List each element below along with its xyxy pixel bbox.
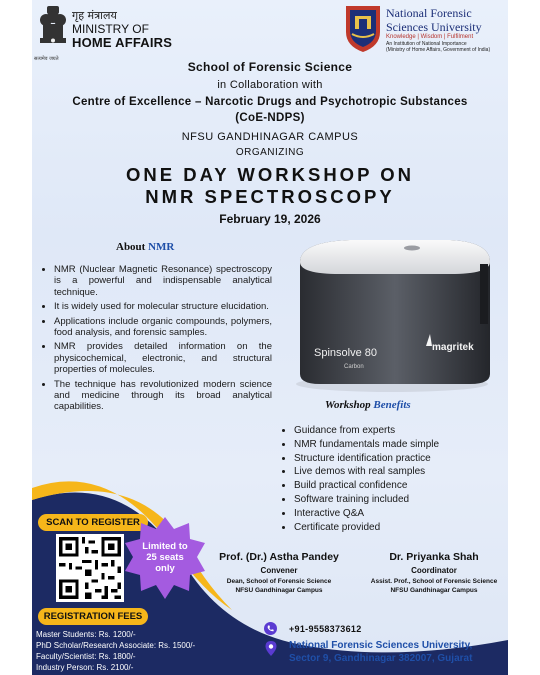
- benefit-item: • Structure identification practice: [294, 452, 508, 466]
- seats-line2: 25 seats: [146, 552, 184, 563]
- coordinator-role: Coordinator: [411, 566, 457, 575]
- campus-name: NFSU GANDHINAGAR CAMPUS: [181, 131, 359, 143]
- centre-abbreviation: (CoE-NDPS): [235, 112, 305, 124]
- school-name: School of Forensic Science: [187, 60, 353, 74]
- organizing-text: ORGANIZING: [235, 147, 305, 158]
- fee-item: Industry Person: Rs. 2100/-: [36, 663, 134, 672]
- benefit-item: • Live demos with real samples: [294, 465, 508, 479]
- nmr-spectrometer-image: [280, 234, 504, 394]
- about-heading-accent: NMR: [148, 241, 175, 253]
- contact-address-line1: National Forensic Sciences University,: [289, 640, 473, 651]
- ministry-hindi: गृह मंत्रालय: [72, 9, 117, 22]
- device-sublabel: Carbon: [344, 364, 364, 370]
- nfsu-logo-icon: [342, 4, 384, 54]
- about-heading-prefix: About: [116, 241, 146, 253]
- nfsu-status-line2: (Ministry of Home Affairs, Government of India): [386, 47, 491, 53]
- benefit-item: • Certificate provided: [294, 521, 508, 535]
- benefit-item: • Interactive Q&A: [294, 507, 508, 521]
- national-emblem-icon: [34, 2, 72, 60]
- centre-name: Centre of Excellence – Narcotic Drugs and Psychotropic Substances: [72, 96, 468, 108]
- convener-title: Dean, School of Forensic Science: [226, 578, 332, 585]
- about-list: [40, 264, 272, 416]
- fee-item: PhD Scholar/Research Associate: Rs. 1500/-: [36, 641, 196, 650]
- collaboration-text: in Collaboration with: [217, 79, 323, 91]
- coordinator-campus: NFSU Gandhinagar Campus: [390, 587, 478, 594]
- coordinator-title: Assist. Prof., School of Forensic Science: [370, 578, 498, 585]
- contact-address-line2: Sector 9, Gandhinagar 382007, Gujarat: [289, 653, 473, 664]
- benefits-heading-accent: Benefits: [373, 399, 411, 411]
- benefit-item: • Build practical confidence: [294, 479, 508, 493]
- device-label: Spinsolve 80: [314, 347, 377, 359]
- workshop-date: February 19, 2026: [219, 212, 321, 226]
- fee-item: Faculty/Scientist: Rs. 1800/-: [36, 652, 136, 661]
- seats-line3: only: [155, 563, 175, 574]
- about-heading: [116, 241, 174, 253]
- about-point: • The technique has revolutionized modern science and medicine through its broad analytical capabilities.: [54, 379, 272, 413]
- nfsu-status-line1: An Institution of National Importance: [386, 41, 467, 47]
- benefits-heading-prefix: Workshop: [325, 399, 371, 411]
- registration-fees-label: REGISTRATION FEES: [38, 608, 148, 625]
- benefits-heading: [325, 399, 411, 411]
- convener-name: Prof. (Dr.) Astha Pandey: [219, 551, 339, 563]
- coordinator-block: [360, 551, 508, 594]
- benefit-item: • NMR fundamentals made simple: [294, 438, 508, 452]
- about-point: • It is widely used for molecular structure elucidation.: [54, 301, 272, 312]
- device-brand: magritek: [432, 342, 474, 353]
- limited-seats-text: [128, 541, 202, 574]
- nfsu-name-line2: Sciences University: [386, 20, 482, 34]
- seats-line1: Limited to: [142, 541, 188, 552]
- registration-qr-code[interactable]: [56, 534, 124, 602]
- emblem-caption: सत्यमेव जयते: [34, 56, 59, 62]
- coordinator-name: Dr. Priyanka Shah: [389, 551, 479, 563]
- scan-to-register-label: SCAN TO REGISTER: [38, 514, 148, 531]
- convener-campus: NFSU Gandhinagar Campus: [235, 587, 323, 594]
- nfsu-motto: Knowledge | Wisdom | Fulfilment: [386, 34, 474, 40]
- about-point: • Applications include organic compounds, polymers, food analysis, and forensic samples.: [54, 316, 272, 339]
- location-pin-icon: [264, 640, 278, 658]
- convener-block: [204, 551, 354, 594]
- benefit-item: • Guidance from experts: [294, 424, 508, 438]
- ministry-line1: MINISTRY OF: [72, 22, 149, 36]
- contact-phone: +91-9558373612: [289, 624, 362, 634]
- fee-item: Master Students: Rs. 1200/-: [36, 630, 136, 639]
- benefit-item: • Software training included: [294, 493, 508, 507]
- workshop-title-line2: NMR SPECTROSCOPY: [145, 186, 395, 207]
- nfsu-name-line1: National Forensic: [386, 6, 472, 20]
- workshop-title-line1: ONE DAY WORKSHOP ON: [126, 164, 414, 185]
- phone-icon: [264, 622, 277, 635]
- ministry-line2: HOME AFFAIRS: [72, 35, 173, 50]
- workshop-poster: [32, 0, 508, 675]
- about-point: • NMR (Nuclear Magnetic Resonance) spectroscopy is a powerful and indispensable analytical technique.: [54, 264, 272, 298]
- about-point: • NMR provides detailed information on the physicochemical, electronic, and structural properties of molecules.: [54, 341, 272, 375]
- convener-role: Convener: [260, 566, 298, 575]
